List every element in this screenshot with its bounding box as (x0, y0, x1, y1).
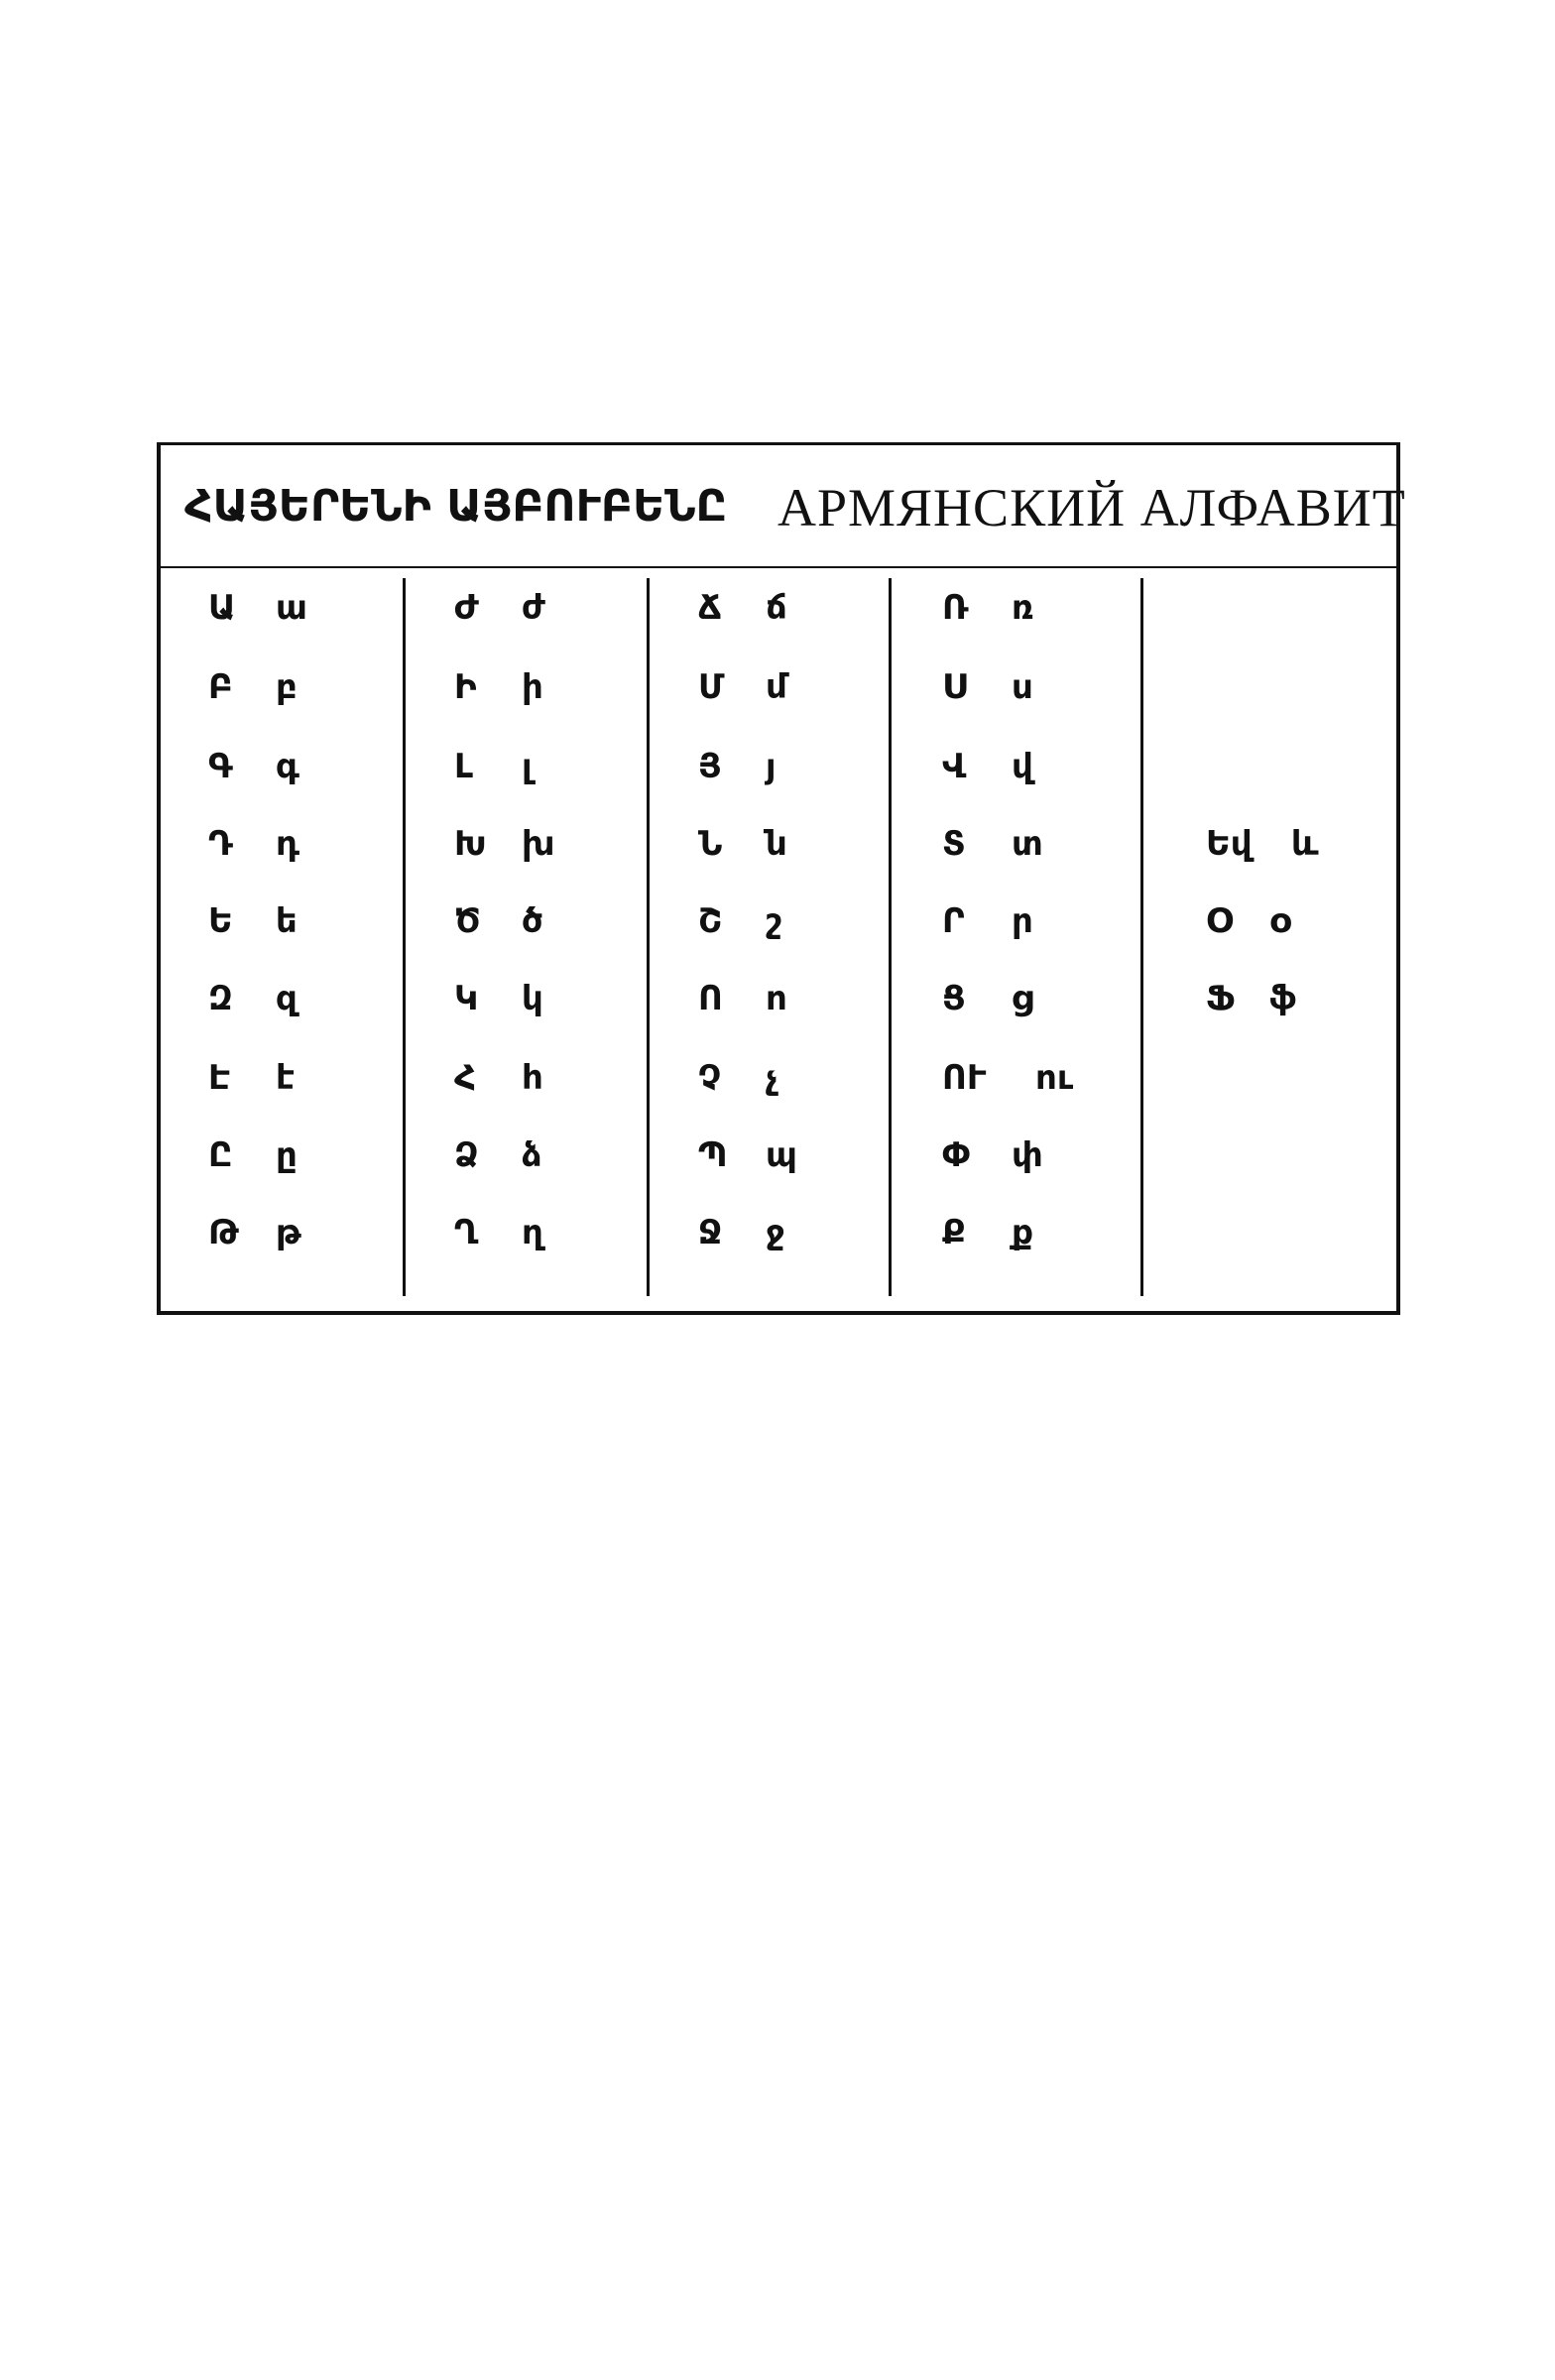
uppercase-letter: Շ (698, 901, 723, 941)
lowercase-letter: օ (1269, 901, 1291, 941)
uppercase-letter: Ղ (454, 1213, 479, 1252)
uppercase-letter: Յ (698, 747, 722, 786)
uppercase-letter: Ո (698, 979, 723, 1018)
uppercase-letter: ՈՒ (942, 1058, 987, 1098)
lowercase-letter: խ (522, 824, 555, 864)
lowercase-letter: ծ (522, 901, 543, 941)
uppercase-letter: Դ (208, 824, 233, 864)
lowercase-letter: զ (276, 979, 298, 1018)
lowercase-letter: պ (766, 1135, 797, 1175)
lowercase-letter: ը (276, 1135, 298, 1175)
lowercase-letter: ք (1012, 1213, 1034, 1252)
uppercase-letter: Եվ (1206, 824, 1253, 864)
uppercase-letter: Զ (208, 979, 233, 1018)
lowercase-letter: գ (276, 747, 299, 786)
uppercase-letter: Ֆ (1206, 979, 1236, 1018)
column-divider (647, 578, 650, 1296)
lowercase-letter: լ (522, 747, 533, 786)
uppercase-letter: Ը (208, 1135, 233, 1175)
lowercase-letter: բ (276, 667, 298, 707)
uppercase-letter: Խ (454, 824, 487, 864)
uppercase-letter: Ս (942, 667, 967, 707)
uppercase-letter: Գ (208, 747, 233, 786)
uppercase-letter: Ճ (698, 588, 722, 628)
lowercase-letter: յ (766, 747, 777, 786)
uppercase-letter: Կ (454, 979, 479, 1018)
lowercase-letter: ֆ (1269, 979, 1297, 1018)
lowercase-letter: ո (766, 979, 787, 1018)
column-divider (889, 578, 892, 1296)
uppercase-letter: Մ (698, 667, 725, 707)
lowercase-letter: ե (276, 901, 298, 941)
uppercase-letter: Լ (454, 747, 473, 786)
uppercase-letter: Բ (208, 667, 233, 707)
column-divider (1140, 578, 1143, 1296)
lowercase-letter: կ (522, 979, 543, 1018)
lowercase-letter: ղ (522, 1213, 543, 1252)
column-divider (403, 578, 406, 1296)
uppercase-letter: Պ (698, 1135, 728, 1175)
lowercase-letter: ճ (766, 588, 787, 628)
alphabet-table (157, 442, 1406, 1315)
lowercase-letter: ժ (522, 588, 545, 628)
uppercase-letter: Է (208, 1058, 231, 1098)
lowercase-letter: թ (276, 1213, 301, 1252)
uppercase-letter: Ք (942, 1213, 966, 1252)
lowercase-letter: ու (1035, 1058, 1074, 1098)
lowercase-letter: ռ (1012, 588, 1034, 628)
lowercase-letter: դ (276, 824, 300, 864)
uppercase-letter: Ց (942, 979, 966, 1018)
title-armenian: ՀԱՅԵՐԵՆԻ ԱՅԲՈՒԲԵՆԸ (184, 481, 728, 532)
title-russian: АРМЯНСКИЙ АЛФАВИТ (778, 478, 1406, 537)
uppercase-letter: Ժ (454, 588, 479, 628)
lowercase-letter: ա (276, 588, 307, 628)
uppercase-letter: Ջ (698, 1213, 723, 1252)
lowercase-letter: շ (766, 901, 782, 941)
uppercase-letter: Վ (942, 747, 967, 786)
uppercase-letter: Ե (208, 901, 233, 941)
lowercase-letter: ն (766, 824, 787, 864)
lowercase-letter: վ (1012, 747, 1033, 786)
lowercase-letter: ջ (766, 1213, 785, 1252)
lowercase-letter: տ (1012, 824, 1043, 864)
uppercase-letter: Ռ (942, 588, 969, 628)
lowercase-letter: ր (1012, 901, 1033, 941)
uppercase-letter: Օ (1206, 901, 1232, 941)
lowercase-letter: ս (1012, 667, 1033, 707)
uppercase-letter: Ա (208, 588, 236, 628)
lowercase-letter: մ (766, 667, 787, 707)
uppercase-letter: Փ (942, 1135, 971, 1175)
title-row (161, 445, 1406, 568)
lowercase-letter: ձ (522, 1135, 542, 1175)
lowercase-letter: հ (522, 1058, 543, 1098)
uppercase-letter: Չ (698, 1058, 722, 1098)
lowercase-letter: փ (1012, 1135, 1043, 1175)
uppercase-letter: Ձ (454, 1135, 479, 1175)
lowercase-letter: և (1291, 824, 1319, 864)
uppercase-letter: Թ (208, 1213, 239, 1252)
uppercase-letter: Ն (698, 824, 723, 864)
lowercase-letter: է (276, 1058, 296, 1098)
uppercase-letter: Տ (942, 824, 966, 864)
uppercase-letter: Ի (454, 667, 477, 707)
uppercase-letter: Հ (454, 1058, 477, 1098)
uppercase-letter: Ծ (454, 901, 481, 941)
lowercase-letter: չ (766, 1058, 778, 1098)
uppercase-letter: Ր (942, 901, 965, 941)
lowercase-letter: ի (522, 667, 543, 707)
lowercase-letter: ց (1012, 979, 1033, 1018)
